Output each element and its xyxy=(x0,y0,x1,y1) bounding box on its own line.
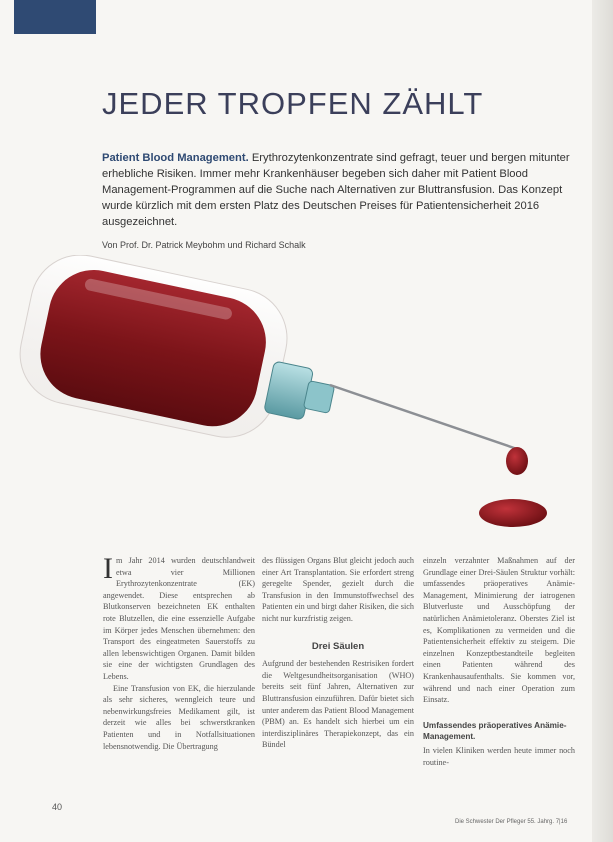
syringe-illustration xyxy=(0,255,613,545)
footer-journal: Die Schwester Der Pfleger 55. Jahrg. 7|16 xyxy=(455,819,568,825)
col3-paragraph-2: In vielen Kliniken werden heute immer noch routine- xyxy=(423,745,575,767)
blood-drop xyxy=(506,447,528,475)
body-column-1 xyxy=(103,555,255,805)
body-column-3 xyxy=(423,555,575,805)
col1-paragraph-1: m Jahr 2014 wurden deutschlandweit etwa vier Millionen Erythrozytenkonzentrate (EK) angewendet. Diese entsprechen ab Blutkonserven bezeichneten EK enthalten rote Blutzellen, die eine essenzielle Aufgabe im Körper jedes Menschen übernehmen: den Transport des eingeatmeten Sauerstoffs zu allen lebenswichtigen Organen. Damit bilden sie eine der wichtigsten Grundlagen des Lebens. xyxy=(103,556,255,681)
blood-pool xyxy=(479,499,547,527)
col2-paragraph-2: Aufgrund der bestehenden Restrisiken fordert die Weltgesundheitsorganisation (WHO) bereits seit fünf Jahren, Alternativen zur Bluttransfusion einzuführen. Dafür bietet sich unter anderem das Patient Blood Management (PBM) an. Es handelt sich hierbei um ein interdisziplinäres Therapiekonzept, das ein Bündel xyxy=(262,659,414,750)
col3-subheading: Umfassendes präoperatives Anämie-Management. xyxy=(423,720,567,742)
syringe-barrel xyxy=(11,255,297,447)
article-byline: Von Prof. Dr. Patrick Meybohm und Richard Schalk xyxy=(102,240,306,250)
body-column-2 xyxy=(262,555,414,805)
lead-bold: Patient Blood Management. xyxy=(102,152,249,164)
page-number: 40 xyxy=(52,802,63,812)
lead-text: Erythrozytenkonzentrate sind gefragt, teuer und bergen mitunter erhebliche Risiken. Immer mehr Krankenhäuser begeben sich daher mit Patient Blood Management-Programmen auf die Suche nach Alternativen zur Bluttransfusion. Das Konzept wurde kürzlich mit dem ersten Platz des Deutschen Preises für Patientensicherheit 2016 ausgezeichnet. xyxy=(102,152,570,228)
syringe-needle xyxy=(330,385,520,450)
corner-color-block xyxy=(14,0,96,34)
drop-cap: I xyxy=(103,555,113,585)
col2-paragraph-1: des flüssigen Organs Blut gleicht jedoch auch einer Art Transplantation. Sie erfordert streng geregelte Spender, gezielt durch die Transfusion in den Immunstoffwechsel des Patienten ein und birgt daher Risiken, die sich nicht nur kurzfristig zeigen. xyxy=(262,556,414,623)
col1-paragraph-2: Eine Transfusion von EK, die hierzulande als sehr sicheres, wenngleich teure und nebenwirkungsfreies Medikament gilt, ist derzeit wie alles bei schwerstkranken Patienten und in Notfallsituationen lebensnotwendig. Die Übertragung xyxy=(103,683,255,751)
col2-subheading: Drei Säulen xyxy=(311,640,365,652)
article-title: JEDER TROPFEN ZÄHLT xyxy=(102,86,484,121)
article-lead xyxy=(102,150,572,230)
col3-paragraph-1: einzeln verzahnter Maßnahmen auf der Grundlage einer Drei-Säulen Struktur vorhält: umfassendes präoperatives Anämie-Management, Minimierung der iatrogenen Blutverluste und Ausschöpfung der natürlichen Anämietoleranz. Oberstes Ziel ist es, Komplikationen zu vermeiden und die Patientensicherheit effektiv zu steigern. Die einzelnen Konzeptbestandteile begleiten einen Patienten während des Krankenhausaufenthalts. Sie kommen vor, während und nach einer Operation zum Einsatz. xyxy=(423,556,575,705)
syringe-hub xyxy=(264,361,337,425)
